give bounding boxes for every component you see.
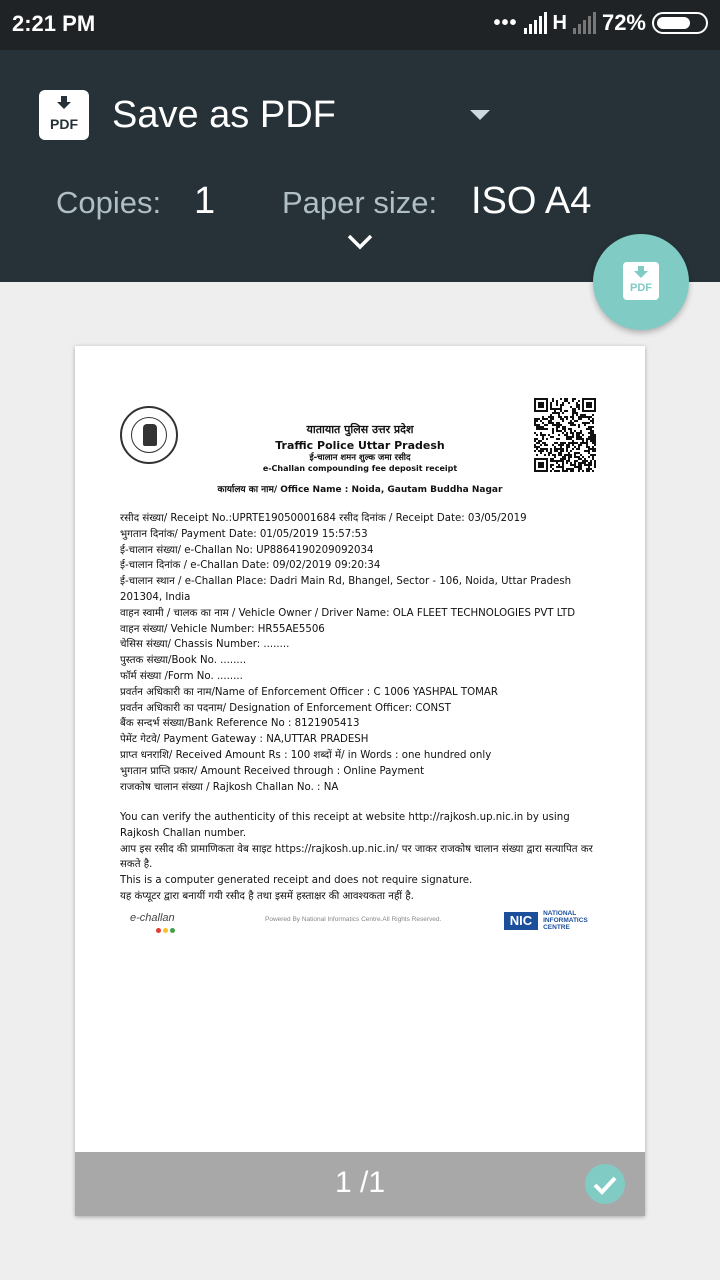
e-challan-dots-icon — [156, 928, 175, 933]
receipt-title: Traffic Police Uttar Pradesh — [275, 439, 445, 452]
dropdown-arrow-icon[interactable] — [470, 110, 490, 120]
government-seal-logo — [120, 406, 178, 464]
receipt-line: ई-चालान दिनांक / e-Challan Date: 09/02/2019 09:20:34 — [120, 560, 381, 572]
receipt-line: 201304, India — [120, 591, 191, 603]
page-preview[interactable] — [75, 346, 645, 1216]
receipt-details — [120, 511, 610, 795]
qr-code — [534, 398, 596, 472]
battery-percent: 72% — [601, 10, 646, 35]
signal-strength-icon — [524, 12, 547, 34]
receipt-line: ई-चालान स्थान / e-Challan Place: Dadri Main Rd, Bhangel, Sector - 106, Noida, Uttar Pradesh — [120, 576, 572, 588]
receipt-line: पुस्तक संख्या/Book No. ........ — [120, 655, 247, 667]
receipt-line: वाहन स्वामी / चालक का नाम / Vehicle Owner / Driver Name: OLA FLEET TECHNOLOGIES PVT LTD — [120, 607, 576, 619]
receipt-line: ई-चालान संख्या/ e-Challan No: UP8864190209092034 — [120, 544, 374, 556]
receipt-line: प्रवर्तन अधिकारी का पदनाम/ Designation of Enforcement Officer: CONST — [120, 702, 451, 714]
receipt-line: प्राप्त धनराशि/ Received Amount Rs : 100 शब्दों में/ in Words : one hundred only — [120, 749, 492, 761]
nic-logo: NIC NATIONAL INFORMATICS CENTRE — [504, 910, 588, 931]
destination-selector[interactable]: Save as PDF — [112, 94, 336, 136]
pdf-file-icon: PDF — [39, 90, 89, 140]
paper-size-value[interactable]: ISO A4 — [471, 180, 592, 222]
office-name: कार्यालय का नाम/ Office Name : Noida, Gautam Buddha Nagar — [217, 485, 503, 495]
powered-by: Powered By National Informatics Centre.All Rights Reserved. — [265, 916, 442, 923]
verification-note — [120, 810, 600, 905]
signal-strength-2-icon — [573, 12, 596, 34]
verify-line: This is a computer generated receipt and does not require signature. — [120, 875, 473, 887]
status-time: 2:21 PM — [12, 11, 96, 36]
receipt-line: राजकोष चालान संख्या / Rajkosh Challan No. : NA — [120, 781, 339, 793]
more-notifications-icon: ••• — [493, 11, 518, 34]
receipt-line: बैंक सन्दर्भ संख्या/Bank Reference No : 8121905413 — [120, 718, 360, 730]
chevron-down-icon[interactable] — [346, 233, 374, 251]
receipt-line: पेमेंट गेटवे/ Payment Gateway : NA,UTTAR PRADESH — [120, 734, 369, 746]
download-pdf-icon: PDF — [623, 262, 659, 300]
network-type: H — [552, 11, 567, 34]
receipt-line: रसीद संख्या/ Receipt No.:UPRTE19050001684 रसीद दिनांक / Receipt Date: 03/05/2019 — [120, 513, 527, 524]
receipt-line: चेसिस संख्या/ Chassis Number: ........ — [120, 639, 290, 651]
receipt-line: प्रवर्तन अधिकारी का नाम/Name of Enforcement Officer : C 1006 YASHPAL TOMAR — [120, 686, 498, 698]
copies-value[interactable]: 1 — [194, 180, 216, 222]
status-bar — [0, 0, 720, 50]
page-selected-check-icon[interactable] — [585, 1164, 625, 1204]
verify-line: You can verify the authenticity of this receipt at website http://rajkosh.up.nic.in by using Rajkosh Challan number. — [120, 812, 570, 839]
download-pdf-button[interactable] — [593, 234, 689, 330]
e-challan-logo: e-challan — [130, 912, 175, 924]
paper-size-label: Paper size: — [282, 185, 438, 220]
receipt-subtitle: e-Challan compounding fee deposit receipt — [262, 464, 458, 473]
verify-line: आप इस रसीद की प्रामाणिकता वेब साइट https://rajkosh.up.nic.in/ पर जाकर राजकोष चालान संख्या द्वारा सत्यापित कर सकते है. — [120, 843, 593, 871]
receipt-line: भुगतान दिनांक/ Payment Date: 01/05/2019 15:57:53 — [120, 528, 368, 540]
status-icons — [493, 10, 708, 36]
battery-icon — [652, 12, 708, 34]
receipt-line: भुगतान प्राप्ति प्रकार/ Amount Received through : Online Payment — [120, 765, 425, 777]
copies-label: Copies: — [56, 185, 162, 220]
page-indicator-bar — [75, 1152, 645, 1216]
receipt-line: फॉर्म संख्या /Form No. ........ — [120, 670, 243, 682]
receipt-line: वाहन संख्या/ Vehicle Number: HR55AE5506 — [120, 623, 325, 635]
receipt-subtitle-hindi: ई-चालान शमन शुल्क जमा रसीद — [309, 453, 411, 463]
receipt-title-hindi: यातायात पुलिस उत्तर प्रदेश — [306, 423, 414, 436]
receipt-footer — [120, 908, 610, 938]
page-number: 1 /1 — [334, 1166, 386, 1199]
verify-line: यह कंप्यूटर द्वारा बनायीं गयी रसीद है तथा इसमें हस्ताक्षर की आवश्यकता नहीं है. — [120, 890, 414, 902]
